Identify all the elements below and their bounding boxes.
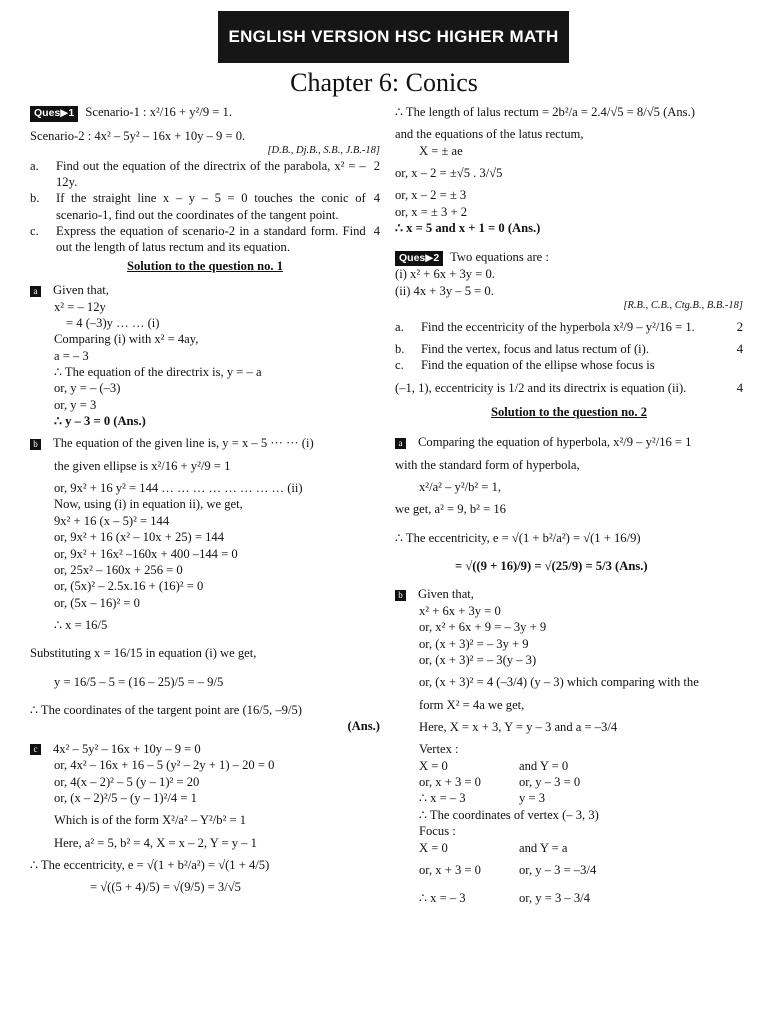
solution-line: X = ± ae bbox=[419, 143, 463, 158]
solution-line: Here, X = x + 3, Y = y – 3 and a = –3/4 bbox=[419, 719, 618, 734]
equation-ii: (ii) 4x + 3y – 5 = 0. bbox=[395, 283, 494, 298]
solution-line: or, (5x)² – 2.5x.16 + (16)² = 0 bbox=[54, 579, 204, 594]
solution-line: with the standard form of hyperbola, bbox=[395, 457, 580, 472]
header-banner: ENGLISH VERSION HSC HIGHER MATH bbox=[218, 11, 569, 63]
solution-line: = 4 (–3)y … … (i) bbox=[66, 315, 160, 330]
solution-line: = √((5 + 4)/5) = √(9/5) = 3/√5 bbox=[90, 880, 241, 895]
part-a-marker-icon: a bbox=[30, 286, 41, 297]
solution-line: a = – 3 bbox=[54, 348, 89, 363]
question-part-b: b. Find the vertex, focus and latus rectum of (i). 4 bbox=[395, 341, 743, 356]
solution-b: b The equation of the given line is, y = x – 5 ··· ··· (i) bbox=[30, 435, 380, 451]
solution-line: or, x = ± 3 + 2 bbox=[395, 204, 468, 219]
question-part-c: c. Express the equation of scenario-2 in a standard form. Find out the length of latus rectum and its equation. 4 bbox=[30, 224, 380, 255]
vertex-row: ∴ x = – 3 y = 3 bbox=[419, 791, 545, 806]
solution-line: ∴ The eccentricity, e = √(1 + b²/a²) = √(1 + 16/9) bbox=[395, 530, 641, 545]
solution-line: Substituting x = 16/15 in equation (i) we get, bbox=[30, 646, 257, 661]
solution-line: or, (x + 3)² = 4 (–3/4) (y – 3) which comparing with the bbox=[419, 675, 699, 690]
question-part-c-cont: (–1, 1), eccentricity is 1/2 and its directrix is equation (ii). 4 bbox=[395, 380, 743, 395]
solution-line: the given ellipse is x²/16 + y²/9 = 1 bbox=[54, 458, 231, 473]
chapter-title: Chapter 6: Conics bbox=[290, 68, 478, 97]
scenario-1: Scenario-1 : x²/16 + y²/9 = 1. bbox=[85, 105, 232, 119]
question-tag: Ques▶2 bbox=[395, 251, 443, 267]
solution-answer: (Ans.) bbox=[347, 719, 380, 734]
solution-answer: = √((9 + 16)/9) = √(25/9) = 5/3 (Ans.) bbox=[455, 559, 648, 574]
solution-line: or, x – 2 = ± 3 bbox=[395, 188, 467, 203]
focus-label: Focus : bbox=[419, 824, 456, 839]
solution-line: or, (x – 2)²/5 – (y – 1)²/4 = 1 bbox=[54, 790, 197, 805]
solution-line: or, 9x² + 16 (x² – 10x + 25) = 144 bbox=[54, 530, 225, 545]
solution-line: ∴ The length of lalus rectum = 2b²/a = 2.4/√5 = 8/√5 (Ans.) bbox=[395, 105, 695, 119]
solution-line: Which is of the form X²/a² – Y²/b² = 1 bbox=[54, 813, 247, 828]
solution-heading: Solution to the question no. 2 bbox=[490, 404, 648, 419]
focus-row: X = 0 and Y = a bbox=[419, 840, 568, 855]
solution-line: Here, a² = 5, b² = 4, X = x – 2, Y = y – 1 bbox=[54, 835, 257, 850]
solution-line: ∴ The coordinates of the targent point are (16/5, –9/5) bbox=[30, 703, 302, 718]
solution-heading: Solution to the question no. 1 bbox=[126, 258, 284, 273]
question-part-a: a. Find the eccentricity of the hyperbola x²/9 – y²/16 = 1. 2 bbox=[395, 319, 743, 334]
question-part-b: b. If the straight line x – y – 5 = 0 touches the conic of scenario-1, find out the coordinates of the tangent point. 4 bbox=[30, 191, 380, 222]
vertex-row: X = 0 and Y = 0 bbox=[419, 758, 569, 773]
part-b-marker-icon: b bbox=[395, 590, 406, 601]
solution-line: ∴ The equation of the directrix is, y = – a bbox=[54, 364, 262, 379]
solution-line: or, 4(x – 2)² – 5 (y – 1)² = 20 bbox=[54, 774, 200, 789]
part-b-marker-icon: b bbox=[30, 439, 41, 450]
vertex-result: ∴ The coordinates of vertex (– 3, 3) bbox=[419, 807, 599, 822]
board-source: [D.B., Dj.B., S.B., J.B.-18] bbox=[267, 145, 380, 156]
solution-line: or, 25x² – 160x + 256 = 0 bbox=[54, 562, 183, 577]
solution-b: b Given that, bbox=[395, 586, 743, 602]
solution-line: 9x² + 16 (x – 5)² = 144 bbox=[54, 513, 170, 528]
scenario-2: Scenario-2 : 4x² – 5y² – 16x + 10y – 9 = 0. bbox=[30, 128, 246, 143]
solution-line: x² + 6x + 3y = 0 bbox=[419, 603, 501, 618]
solution-line: Vertex : bbox=[419, 742, 459, 757]
solution-line: x²/a² – y²/b² = 1, bbox=[419, 480, 502, 495]
solution-line: x² = – 12y bbox=[54, 299, 106, 314]
solution-line: or, y = 3 bbox=[54, 397, 97, 412]
solution-line: or, (x + 3)² = – 3(y – 3) bbox=[419, 652, 537, 667]
solution-line: Now, using (i) in equation ii), we get, bbox=[54, 497, 243, 512]
part-a-marker-icon: a bbox=[395, 438, 406, 449]
focus-row: ∴ x = – 3 or, y = 3 – 3/4 bbox=[419, 891, 590, 906]
solution-line: and the equations of the latus rectum, bbox=[395, 127, 584, 142]
solution-line: we get, a² = 9, b² = 16 bbox=[395, 502, 506, 517]
solution-c: c 4x² – 5y² – 16x + 10y – 9 = 0 bbox=[30, 741, 380, 757]
right-column bbox=[395, 104, 743, 907]
solution-line: ∴ The eccentricity, e = √(1 + b²/a²) = √(1 + 4/5) bbox=[30, 857, 270, 872]
solution-line: y = 16/5 – 5 = (16 – 25)/5 = – 9/5 bbox=[54, 674, 224, 689]
focus-row: or, x + 3 = 0 or, y – 3 = –3/4 bbox=[419, 862, 597, 877]
solution-line: or, y = – (–3) bbox=[54, 381, 121, 396]
question-part-a: a. Find out the equation of the directrix of the parabola, x² = – 12y. 2 bbox=[30, 158, 380, 189]
solution-line: form X² = 4a we get, bbox=[419, 697, 525, 712]
solution-line: or, (x + 3)² = – 3y + 9 bbox=[419, 636, 529, 651]
solution-answer: ∴ x = 5 and x + 1 = 0 (Ans.) bbox=[395, 221, 541, 236]
solution-line: or, 9x² + 16x² –160x + 400 –144 = 0 bbox=[54, 546, 238, 561]
question-1-header bbox=[30, 104, 380, 122]
vertex-row: or, x + 3 = 0 or, y – 3 = 0 bbox=[419, 775, 581, 790]
left-column bbox=[30, 104, 380, 896]
solution-line: Comparing (i) with x² = 4ay, bbox=[54, 332, 199, 347]
solution-a: a Given that, bbox=[30, 282, 380, 298]
question-2-header: Ques▶2 Two equations are : bbox=[395, 249, 743, 267]
solution-line: or, (5x – 16)² = 0 bbox=[54, 595, 140, 610]
solution-line: or, 4x² – 16x + 16 – 5 (y² – 2y + 1) – 20 = 0 bbox=[54, 758, 275, 773]
solution-line: or, 9x² + 16 y² = 144 … … … … … … … … (ii) bbox=[54, 481, 303, 496]
solution-line: or, x² + 6x + 9 = – 3y + 9 bbox=[419, 620, 547, 635]
solution-answer: ∴ y – 3 = 0 (Ans.) bbox=[54, 414, 146, 429]
solution-line: ∴ x = 16/5 bbox=[54, 617, 108, 632]
solution-line: or, x – 2 = ±√5 . 3/√5 bbox=[395, 166, 503, 181]
solution-a: a Comparing the equation of hyperbola, x²/9 – y²/16 = 1 bbox=[395, 434, 743, 450]
part-c-marker-icon: c bbox=[30, 744, 41, 755]
board-source: [R.B., C.B., Ctg.B., B.B.-18] bbox=[623, 299, 743, 311]
question-tag: Ques▶1 bbox=[30, 106, 78, 122]
equation-i: (i) x² + 6x + 3y = 0. bbox=[395, 267, 495, 282]
question-part-c: c. Find the equation of the ellipse whose focus is bbox=[395, 358, 655, 373]
